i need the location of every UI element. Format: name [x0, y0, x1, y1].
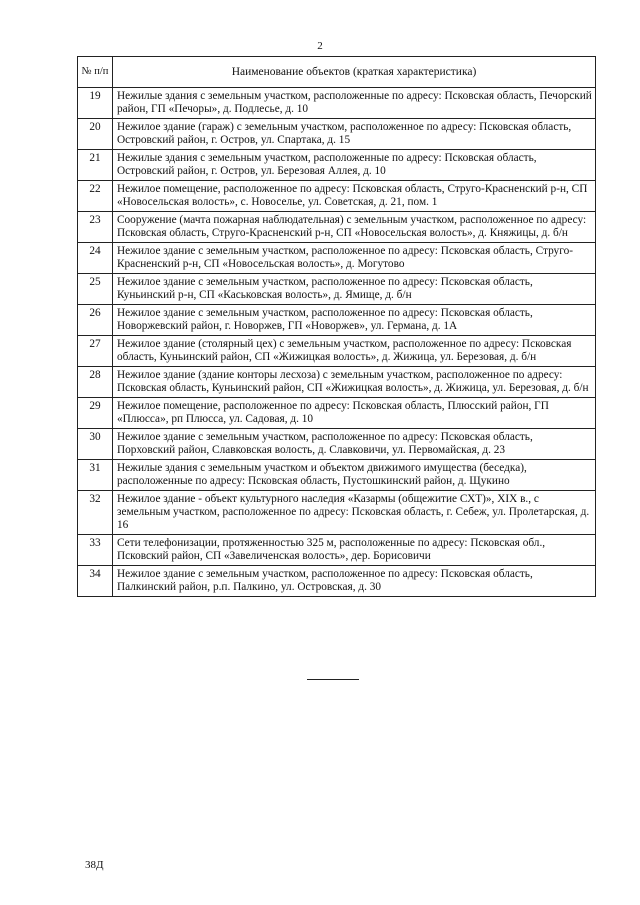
table-row: [78, 274, 596, 305]
table-row: [78, 491, 596, 535]
row-description: Сети телефонизации, протяженностью 325 м, расположенные по адресу: Псковская обл., Псковский район, СП «Завеличенская волость», дер. Борисовичи: [113, 535, 596, 566]
table-row: [78, 336, 596, 367]
row-description: Нежилое здание (столярный цех) с земельным участком, расположенное по адресу: Псковская область, Куньинский район, СП «Жижицкая волость», д. Жижица, ул. Березовая, д. б/н: [113, 336, 596, 367]
table-row: [78, 243, 596, 274]
row-number: 21: [78, 150, 113, 181]
row-description: Сооружение (мачта пожарная наблюдательная) с земельным участком, расположенное по адресу: Псковская область, Струго-Красненский р-н, СП «Новосельская волость», д. Княжицы, д. б/н: [113, 212, 596, 243]
table-row: [78, 460, 596, 491]
table-row: [78, 398, 596, 429]
row-number: 25: [78, 274, 113, 305]
table-row: [78, 181, 596, 212]
row-number: 30: [78, 429, 113, 460]
row-description: Нежилое здание с земельным участком, расположенное по адресу: Псковская область, Новоржевский район, г. Новоржев, ГП «Новоржев», ул. Германа, д. 1А: [113, 305, 596, 336]
row-description: Нежилое здание с земельным участком, расположенное по адресу: Псковская область, Куньинский р-н, СП «Каськовская волость», д. Ямище, д. б/н: [113, 274, 596, 305]
table-row: [78, 305, 596, 336]
row-number: 20: [78, 119, 113, 150]
row-description: Нежилое здание с земельным участком, расположенное по адресу: Псковская область, Струго-Красненский р-н, СП «Новосельская волость», д. Могутово: [113, 243, 596, 274]
table-row: [78, 535, 596, 566]
header-object-name: Наименование объектов (краткая характеристика): [113, 57, 596, 88]
table-row: [78, 88, 596, 119]
row-number: 34: [78, 566, 113, 597]
table-row: [78, 429, 596, 460]
row-number: 32: [78, 491, 113, 535]
row-description: Нежилое здание с земельным участком, расположенное по адресу: Псковская область, Палкинский район, р.п. Палкино, ул. Островская, д. 30: [113, 566, 596, 597]
closing-rule: [307, 679, 359, 680]
row-number: 23: [78, 212, 113, 243]
row-description: Нежилое помещение, расположенное по адресу: Псковская область, Плюсский район, ГП «Плюсса», рп Плюсса, ул. Садовая, д. 10: [113, 398, 596, 429]
header-number: № п/п: [78, 57, 113, 88]
row-description: Нежилые здания с земельным участком и объектом движимого имущества (беседка), расположенные по адресу: Псковская область, Пустошкинский район, д. Щукино: [113, 460, 596, 491]
row-number: 28: [78, 367, 113, 398]
row-number: 24: [78, 243, 113, 274]
footer-code: 38Д: [85, 859, 104, 871]
row-number: 31: [78, 460, 113, 491]
row-number: 22: [78, 181, 113, 212]
row-number: 33: [78, 535, 113, 566]
objects-table: [77, 56, 596, 597]
row-number: 29: [78, 398, 113, 429]
table-row: [78, 566, 596, 597]
row-description: Нежилое здание - объект культурного наследия «Казармы (общежитие СХТ)», XIX в., с земельным участком, расположенное по адресу: Псковская область, г. Себеж, ул. Пролетарская, д. 16: [113, 491, 596, 535]
row-description: Нежилое здание с земельным участком, расположенное по адресу: Псковская область, Порховский район, Славковская волость, д. Славковичи, ул. Первомайская, д. 23: [113, 429, 596, 460]
row-description: Нежилое здание (здание конторы лесхоза) с земельным участком, расположенное по адресу: Псковская область, Куньинский район, СП «Жижицкая волость», д. Жижица, ул. Березовая, д. б/н: [113, 367, 596, 398]
table-row: [78, 367, 596, 398]
row-description: Нежилое здание (гараж) с земельным участком, расположенное по адресу: Псковская область, Островский район, г. Остров, ул. Спартака, д. 15: [113, 119, 596, 150]
table-row: [78, 119, 596, 150]
table-row: [78, 150, 596, 181]
table-header-row: [78, 57, 596, 88]
table-row: [78, 212, 596, 243]
row-description: Нежилые здания с земельным участком, расположенные по адресу: Псковская область, Островский район, г. Остров, ул. Березовая Аллея, д. 10: [113, 150, 596, 181]
page-number: 2: [317, 40, 323, 52]
row-description: Нежилые здания с земельным участком, расположенные по адресу: Псковская область, Печорский район, ГП «Печоры», д. Подлесье, д. 10: [113, 88, 596, 119]
row-number: 27: [78, 336, 113, 367]
row-description: Нежилое помещение, расположенное по адресу: Псковская область, Струго-Красненский р-н, СП «Новосельская волость», с. Новоселье, ул. Советская, д. 21, пом. 1: [113, 181, 596, 212]
row-number: 19: [78, 88, 113, 119]
row-number: 26: [78, 305, 113, 336]
